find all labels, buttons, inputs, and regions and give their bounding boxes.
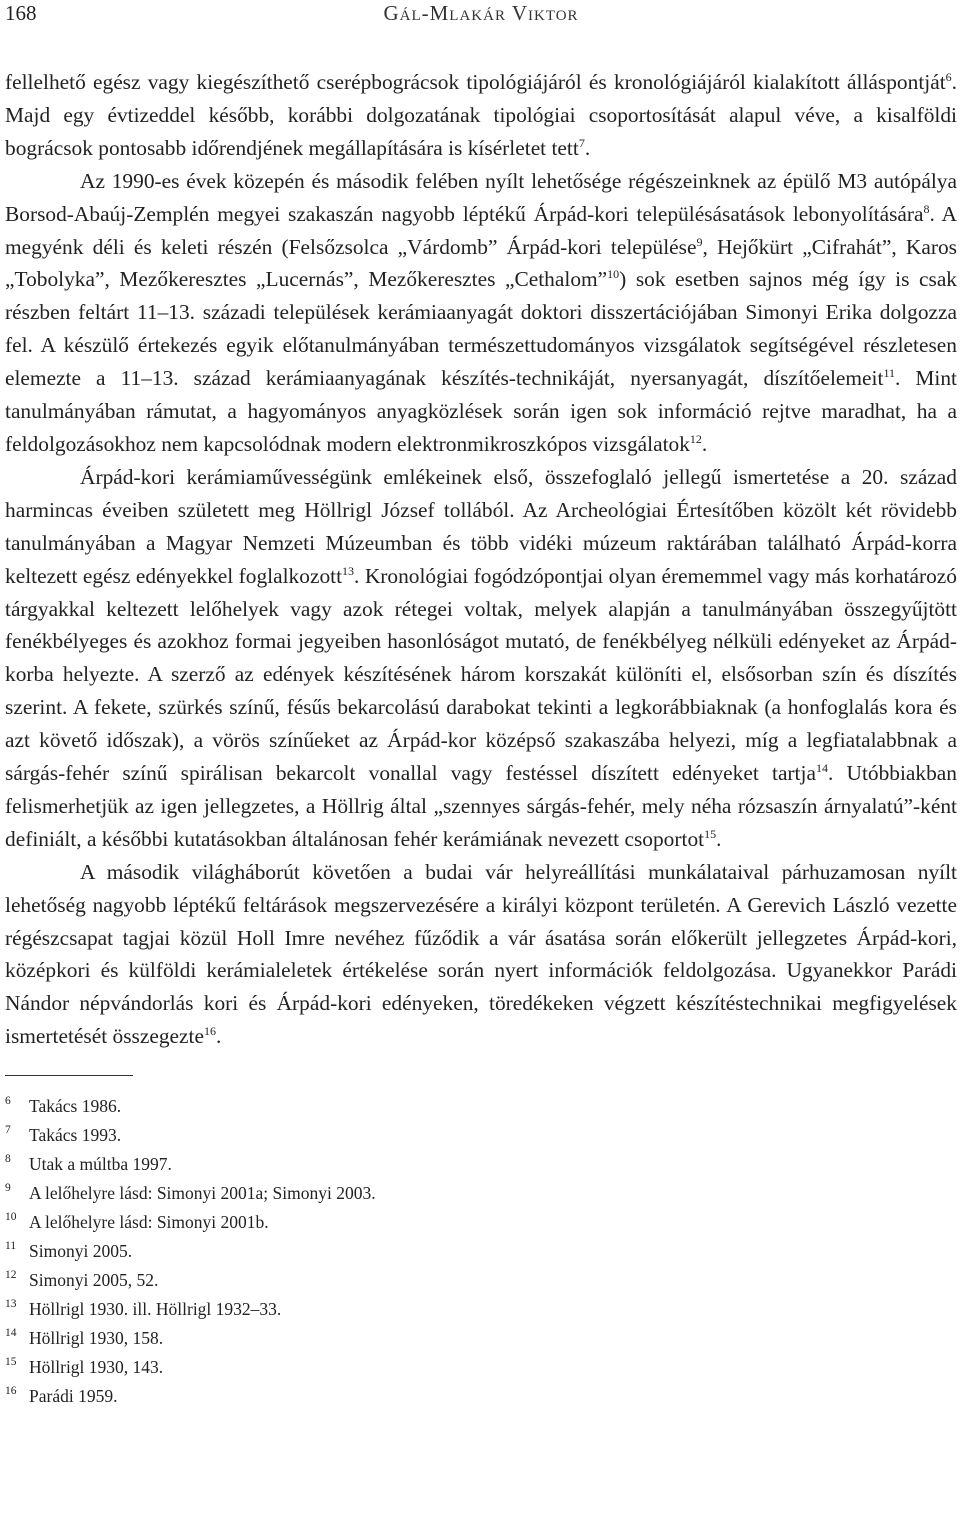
paragraph: [5, 165, 957, 461]
footnote-reference[interactable]: 11: [883, 366, 895, 381]
running-title: Gál-Mlakár Viktor: [383, 1, 579, 25]
footnote: [5, 1150, 957, 1179]
footnote: [5, 1266, 957, 1295]
footnote-reference[interactable]: 15: [704, 826, 717, 841]
footnote: [5, 1237, 957, 1266]
footnote-reference[interactable]: 14: [815, 760, 828, 775]
running-header: [5, 0, 957, 26]
paragraph-text: .: [215, 1024, 222, 1049]
footnote: [5, 1092, 957, 1121]
footnote-text: Höllrigl 1930. ill. Höllrigl 1932–33.: [29, 1299, 282, 1320]
footnote-text: A lelőhelyre lásd: Simonyi 2001a; Simonyi 2003.: [29, 1183, 376, 1204]
footnote-separator: [5, 1075, 133, 1076]
paragraph-text: .: [584, 135, 591, 160]
paragraph: [5, 461, 957, 856]
footnote-reference[interactable]: 6: [945, 69, 952, 84]
page-number: 168: [5, 1, 37, 25]
footnote-text: Simonyi 2005, 52.: [29, 1270, 159, 1291]
footnotes: [5, 1092, 957, 1411]
footnote: [5, 1179, 957, 1208]
footnote-number: 15: [5, 1356, 17, 1369]
paragraph-text: Az 1990-es évek közepén és második felében nyílt lehetősége régészeinknek az épülő M3 autópálya Borsod-Abaúj-Zemplén megyei szakaszán nagyobb léptékű Árpád-kori településásatások lebonyolítására: [5, 168, 957, 226]
paragraph-text: .: [701, 431, 708, 456]
footnote-number: 12: [5, 1269, 17, 1282]
footnote-reference[interactable]: 10: [607, 267, 620, 282]
footnote-text: Takács 1993.: [29, 1125, 122, 1146]
footnote-number: 9: [5, 1182, 11, 1195]
paragraph: [5, 856, 957, 1053]
paragraph-text: . A megyénk déli és keleti részén (Felsőzsolca „Várdomb” Árpád-kori települése: [5, 201, 957, 259]
paragraph: [5, 66, 957, 165]
paragraph-text: A második világháborút követően a budai vár helyreállítási munkálataival párhuzamosan nyílt lehetőség nagyobb léptékű feltárások megszervezésére a királyi központ területén. A Gerevich László vezette régészcsapat tagjai közül Holl Imre nevéhez fűződik a vár ásatása során előkerült jellegzetes Árpád-kori, középkori és külföldi kerámialeletek értékelése során nyert információk feldolgozása. Ugyanekkor Parádi Nándor népvándorlás kori és Árpád-kori edényeken, töredékeken végzett készítéstechnikai megfigyelések ismertetését összegezte: [5, 859, 957, 1049]
paragraph-text: . Kronológiai fogódzópontjai olyan érememmel vagy más korhatározó tárgyakkal keltezett lelőhelyek vagy azok rétegei voltak, melyek alapján a tanulmányában összegyűjtött fenékbélyeges és azokhoz formai jegyeiben hasonlóságot mutató, de fenékbélyeg nélküli edényeket az Árpád-korba helyezte. A szerző az edények készítésének három korszakát különíti el, elsősorban szín és díszítés szerint. A fekete, szürkés színű, fésűs bekarcolású darabokat tekinti a legkorábbiaknak (a honfoglalás kora és azt követő időszak), a vörös színűeket az Árpád-kor középső szakaszába helyezi, míg a legfiatalabbnak a sárgás-fehér színű spirálisan bekarcolt vonallal vagy festéssel díszített edényeket tartja: [5, 563, 957, 786]
footnote: [5, 1324, 957, 1353]
footnote-reference[interactable]: 12: [689, 431, 702, 446]
body-text: [5, 66, 957, 1053]
page: [5, 0, 957, 1536]
footnote-reference[interactable]: 9: [696, 234, 703, 249]
footnote-text: Parádi 1959.: [29, 1386, 118, 1407]
paragraph-text: . Mint tanulmányában rámutat, a hagyományos anyagközlések során igen sok információ rejtve maradhat, ha a feldolgozásokhoz nem kapcsolódnak modern elektronmikroszkópos vizsgálatok: [5, 366, 958, 456]
paragraph-text: .: [716, 826, 722, 851]
paragraph-text: , Hejőkürt „Cifrahát”, Karos „Tobolyka”, Mezőkeresztes „Lucernás”, Mezőkeresztes „Cethalom”: [5, 234, 957, 292]
footnote-number: 14: [5, 1327, 17, 1340]
paragraph-text: . Majd egy évtizeddel később, korábbi dolgozatának tipológiai csoportosítását alapul véve, a kisalföldi bográcsok pontosabb időrendjének megállapítására is kísérletet tett: [5, 70, 957, 160]
footnote-reference[interactable]: 7: [578, 135, 585, 150]
footnote-number: 7: [5, 1124, 11, 1137]
footnote-number: 11: [5, 1240, 17, 1253]
footnote: [5, 1295, 957, 1324]
footnote-number: 8: [5, 1153, 11, 1166]
footnote-reference[interactable]: 16: [203, 1024, 216, 1039]
footnote-text: Höllrigl 1930, 143.: [29, 1357, 164, 1378]
paragraph-text: ) sok esetben sajnos még így is csak részben feltárt 11–13. századi települések kerámiaanyagát doktori disszertációjában Simonyi Erika dolgozza fel. A készülő értekezés egyik előtanulmányában természettudományos vizsgálatok segítségével részletesen elemezte a 11–13. század kerámiaanyagának készítés-technikáját, nyersanyagát, díszítőelemeit: [5, 267, 958, 391]
footnote-text: Takács 1986.: [29, 1096, 122, 1117]
footnote-number: 13: [5, 1298, 17, 1311]
footnote-text: A lelőhelyre lásd: Simonyi 2001b.: [29, 1212, 269, 1233]
footnote-reference[interactable]: 8: [923, 201, 930, 216]
footnote: [5, 1208, 957, 1237]
footnote-text: Simonyi 2005.: [29, 1241, 133, 1262]
footnote-number: 10: [5, 1211, 17, 1224]
footnote: [5, 1382, 957, 1411]
footnote-text: Utak a múltba 1997.: [29, 1154, 172, 1175]
footnote: [5, 1353, 957, 1382]
footnote-reference[interactable]: 13: [342, 563, 355, 578]
footnote-number: 6: [5, 1095, 11, 1108]
footnote-text: Höllrigl 1930, 158.: [29, 1328, 164, 1349]
footnote-number: 16: [5, 1385, 17, 1398]
paragraph-text: fellelhető egész vagy kiegészíthető cserépbográcsok tipológiájáról és kronológiájáról kialakított álláspontját: [5, 70, 946, 94]
paragraph-text: . Utóbbiakban felismerhetjük az igen jellegzetes, a Höllrig által „szennyes sárgás-fehér, mely néha rózsaszín árnyalatú”-ként definiált, a későbbi kutatásokban általánosan fehér kerámiának nevezett csoportot: [5, 761, 957, 851]
footnote: [5, 1121, 957, 1150]
paragraph-text: Árpád-kori kerámiaművességünk emlékeinek első, összefoglaló jellegű ismertetése a 20. század harmincas éveiben született meg Höllrigl József tollából. Az Archeológiai Értesítőben közölt két rövidebb tanulmányában a Magyar Nemzeti Múzeumban és több vidéki múzeum raktárában található Árpád-korra keltezett egész edényekkel foglalkozott: [5, 464, 957, 588]
